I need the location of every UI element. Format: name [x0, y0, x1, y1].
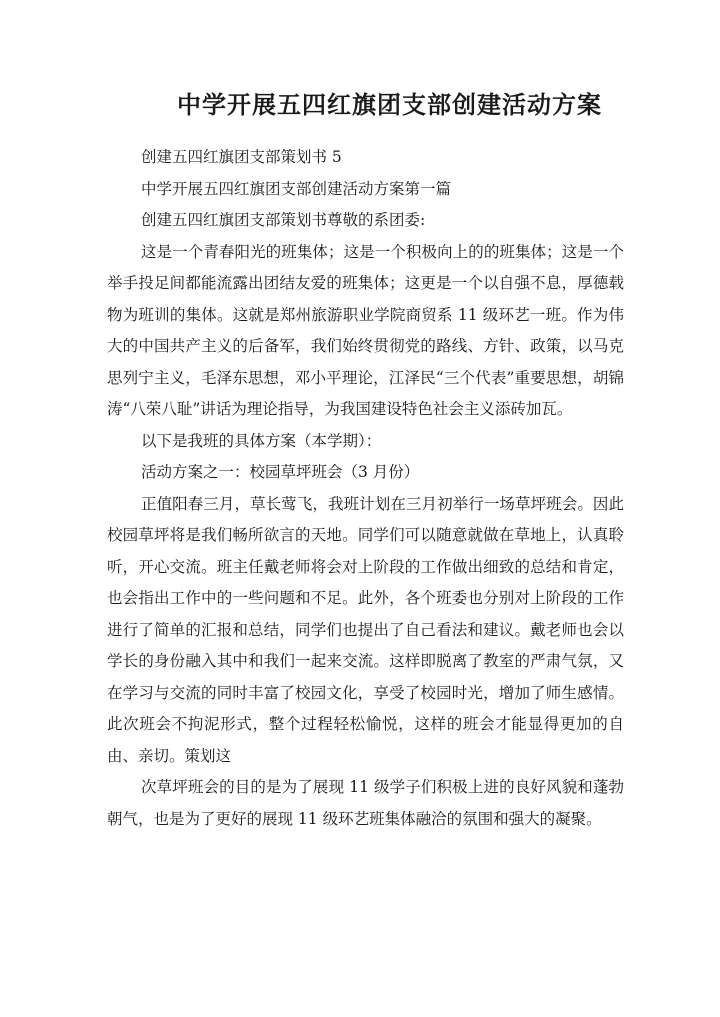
salutation-line: 创建五四红旗团支部策划书尊敬的系团委:: [141, 211, 426, 229]
activity-heading: 活动方案之一：校园草坪班会（3 月份）: [141, 463, 420, 481]
plan-intro-line: 以下是我班的具体方案（本学期）：: [141, 431, 382, 450]
activity-paragraph: 正值阳春三月，草长莺飞，我班计划在三月初举行一场草坪班会。因此校园草坪将是我们畅所欲言的天地。同学们可以随意就做在草地上，认真聆听，开心交流。班主任戴老师将会对上阶段的工作做出细致的总结和肯定，也会指出工作中的一些问题和不足。此外，各个班委也分别对上阶段的工作进行了简单的汇报和总结，同学们也提出了自己看法和建议。戴老师也会以学长的身份融入其中和我们一起来交流。这样即脱离了教室的严肃气氛，又在学习与交流的同时丰富了校园文化，享受了校园时光，增加了师生感情。此次班会不拘泥形式，整个过程轻松愉悦，这样的班会才能显得更加的自由、亲切。策划这: [107, 494, 624, 765]
intro-paragraph: 这是一个青春阳光的班集体；这是一个积极向上的的班集体；这是一个举手投足间都能流露出团结友爱的班集体；这更是一个以自强不息，厚德载物为班训的集体。这就是郑州旅游职业学院商贸系 11 级环艺一班。作为伟大的中国共产主义的后备军，我们始终贯彻党的路线、方针、政策，以马克思列宁主义，毛泽东思想，邓小平理论，江泽民“三个代表”重要思想，胡锦涛“八荣八耻”讲话为理论指导，为我国建设特色社会主义添砖加瓦。: [107, 242, 624, 418]
purpose-paragraph: 次草坪班会的目的是为了展现 11 级学子们积极上进的良好风貌和蓬勃朝气，也是为了更好的展现 11 级环艺班集体融洽的氛围和强大的凝聚。: [107, 778, 624, 828]
subtitle-line: 创建五四红旗团支部策划书 5: [141, 148, 342, 166]
document-title: 中学开展五四红旗团支部创建活动方案: [177, 90, 602, 119]
section-heading: 中学开展五四红旗团支部创建活动方案第一篇: [141, 179, 452, 198]
